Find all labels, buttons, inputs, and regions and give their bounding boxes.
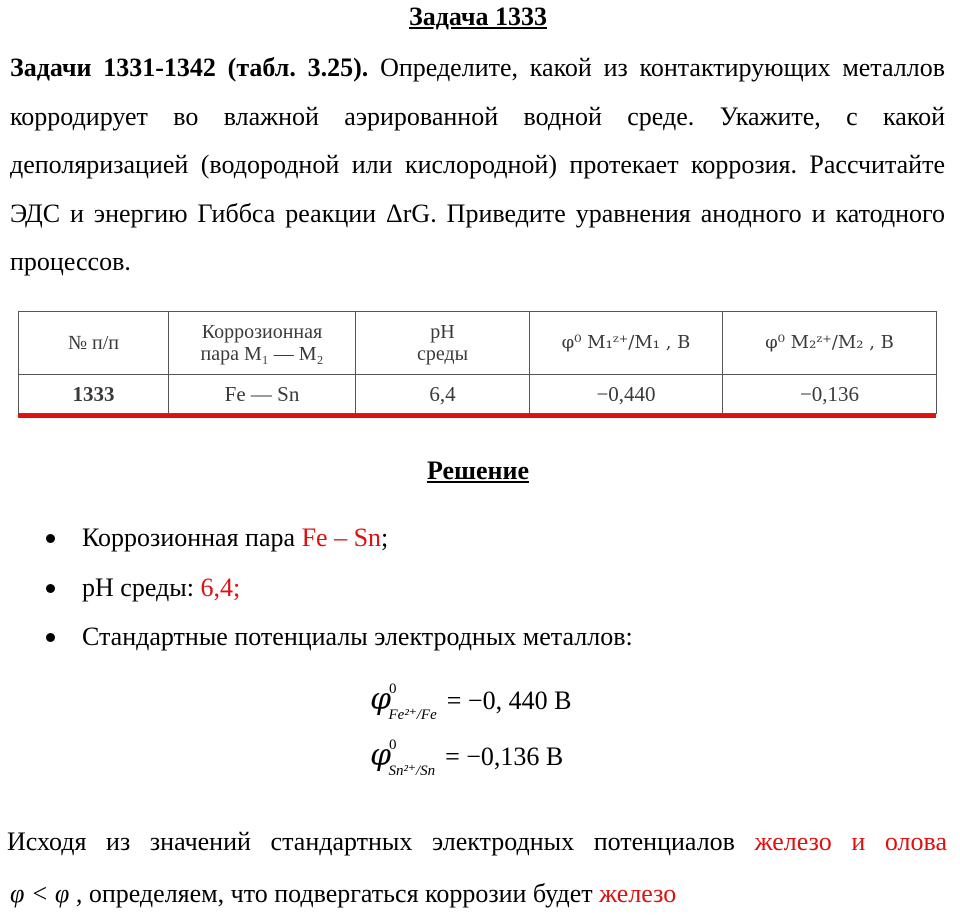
- paragraph-text: Исходя из значений стандартных электродных потенциалов: [7, 827, 755, 856]
- cell-ph: 6,4: [356, 375, 530, 414]
- solution-title: Решение: [426, 456, 530, 485]
- formula-index: Sn²⁺/Sn: [388, 763, 436, 779]
- table-underline: [18, 414, 936, 418]
- list-item-highlight: 6,4;: [200, 572, 241, 602]
- formula-symbol: φ: [370, 682, 392, 717]
- conclusion-paragraph: [7, 818, 947, 867]
- formula-rhs: = −0,136 В: [445, 742, 564, 771]
- bullet-icon: [46, 633, 55, 642]
- bullet-icon: [46, 584, 55, 593]
- formula-rhs: = −0, 440 В: [446, 686, 572, 715]
- formula-fe: [370, 681, 572, 723]
- header-ph: [356, 312, 530, 375]
- task-statement: [10, 44, 945, 287]
- cell-phi1: −0,440: [530, 375, 723, 414]
- bullet-icon: [46, 534, 55, 543]
- list-item-highlight: Fe – Sn: [301, 523, 382, 552]
- list-item-text: Коррозионная пара: [82, 523, 302, 552]
- cell-pair: Fe — Sn: [169, 375, 356, 414]
- table-row: [19, 375, 937, 414]
- header-pair-line1: Коррозионная: [201, 321, 323, 343]
- list-item-tail: ;: [381, 523, 389, 552]
- list-item: [40, 614, 633, 664]
- header-ph-line1: pH: [430, 321, 455, 343]
- header-phi2: φ⁰ M₂ᶻ⁺/M₂ , В: [723, 312, 937, 375]
- header-pair-line2: пара M₁ — M₂: [200, 343, 324, 365]
- formula-sn: [370, 737, 564, 779]
- data-table-image: [18, 311, 936, 421]
- list-item: [40, 515, 633, 565]
- header-num: № п/п: [19, 312, 169, 375]
- paragraph-formula: φ < φ ,: [10, 879, 83, 908]
- header-ph-line2: среды: [416, 343, 469, 365]
- formula-index: Fe²⁺/Fe: [388, 707, 437, 723]
- given-list: [40, 515, 633, 664]
- cell-phi2: −0,136: [723, 375, 937, 414]
- formula-sup: 0: [389, 681, 397, 697]
- list-item-text: Стандартные потенциалы электродных металлов:: [82, 622, 633, 651]
- table-header-row: [19, 312, 937, 375]
- cell-num: 1333: [19, 375, 169, 414]
- task-lead: Задачи 1331-1342 (табл. 3.25).: [10, 53, 369, 82]
- conclusion-paragraph-line2: [10, 870, 940, 919]
- task-text: Определите, какой из контактирующих металлов корродирует во влажной аэрированной водной среде. Укажите, с какой деполяризацией (водородной или кислородной) протекает коррозия. Рассчитайте ЭДС и энергию Гиббса реакции ΔrG. Приведите уравнения анодного и катодного процессов.: [10, 53, 945, 277]
- formula-sup: 0: [389, 737, 397, 753]
- task-title: Задача 1333: [409, 2, 547, 31]
- header-phi1: φ⁰ M₁ᶻ⁺/M₁ , В: [530, 312, 723, 375]
- list-item-text: pH среды:: [82, 572, 201, 602]
- formula-symbol: φ: [370, 738, 392, 773]
- list-item: [40, 565, 633, 615]
- data-table: [18, 311, 937, 414]
- paragraph-text: определяем, что подвергаться коррозии будет: [82, 879, 600, 908]
- paragraph-highlight: железо: [599, 879, 677, 908]
- header-pair: [169, 312, 356, 375]
- paragraph-highlight: железо и олова: [754, 827, 947, 856]
